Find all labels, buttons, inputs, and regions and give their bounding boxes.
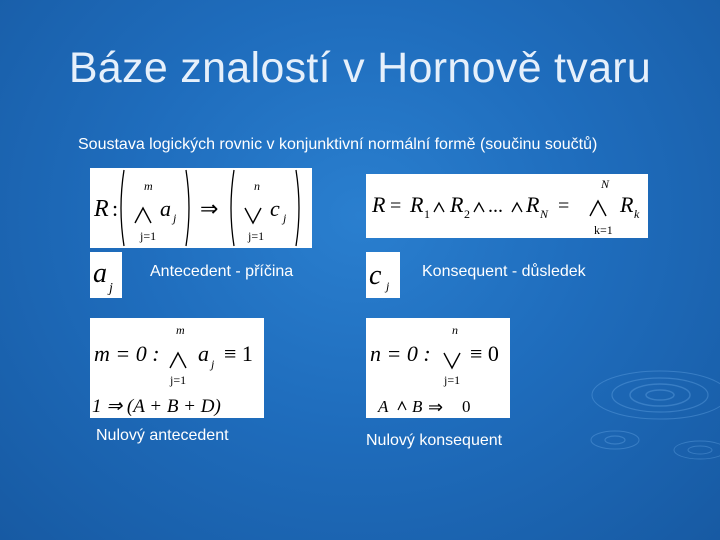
antecedent-label: Antecedent - příčina — [150, 263, 294, 280]
c-letter: c — [369, 260, 382, 291]
null-cons-lhs: n = 0 : — [370, 341, 431, 366]
slide-subtitle: Soustava logických rovnic v konjunktivní normální formě (součinu součtů) — [78, 136, 598, 153]
null-ant-term: a — [198, 341, 209, 366]
null-cons-lower: j=1 — [444, 373, 461, 387]
null-ant-lower: j=1 — [170, 373, 187, 387]
null-cons-B: B — [412, 397, 423, 416]
implication-symbol: ⇒ — [200, 196, 219, 221]
knowledge-base-formula — [366, 174, 648, 238]
base-sub-k: k — [634, 207, 640, 221]
svg-text:=: = — [390, 195, 402, 217]
null-ant-rhs: ≡ 1 — [224, 341, 253, 366]
rule-formula — [90, 168, 312, 248]
base-sub-N: N — [540, 207, 549, 221]
a-letter: a — [93, 258, 107, 289]
base-lower: k=1 — [594, 223, 613, 237]
rule-lower-a: j=1 — [140, 229, 157, 243]
null-ant-upper: m — [176, 323, 185, 337]
rule-lhs: R — [94, 196, 109, 222]
null-ant-lhs: m = 0 : — [94, 341, 160, 366]
base-sub-1: 1 — [424, 207, 430, 221]
consequent-symbol — [366, 252, 400, 298]
a-sub: j — [109, 281, 113, 296]
rule-upper-c: n — [254, 179, 260, 193]
null-cons-upper: n — [452, 323, 458, 337]
base-dots: ... — [488, 195, 503, 217]
null-antecedent-formula — [90, 318, 264, 418]
null-ant-line2: 1 ⇒ (A + B + D) — [92, 396, 221, 417]
rule-upper-a: m — [144, 179, 153, 193]
rule-term-a: a — [160, 196, 171, 221]
base-R: R — [372, 192, 386, 217]
rule-term-c: c — [270, 196, 280, 221]
null-consequent-label: Nulový konsequent — [366, 432, 503, 449]
rule-sub-a: j — [173, 211, 177, 225]
rule-lower-c: j=1 — [248, 229, 265, 243]
null-cons-zero: 0 — [462, 397, 471, 416]
null-cons-rhs: ≡ 0 — [470, 341, 499, 366]
base-R1: R — [410, 192, 424, 217]
null-ant-sub: j — [211, 357, 215, 371]
rule-sub-c: j — [283, 211, 287, 225]
base-sub-2: 2 — [464, 207, 470, 221]
svg-text::: : — [112, 196, 119, 221]
null-consequent-formula — [366, 318, 510, 418]
svg-text:=: = — [558, 195, 570, 217]
antecedent-symbol — [90, 252, 122, 298]
consequent-label: Konsequent - důsledek — [422, 263, 586, 280]
null-cons-A: A — [378, 397, 389, 416]
slide-title: Báze znalostí v Hornově tvaru — [68, 44, 652, 92]
null-cons-implication: ⇒ — [428, 397, 444, 417]
base-Rk: R — [620, 192, 634, 217]
base-R2: R — [450, 192, 464, 217]
null-antecedent-label: Nulový antecedent — [96, 427, 229, 444]
base-RN: R — [526, 192, 540, 217]
base-upper: N — [601, 177, 610, 191]
c-sub: j — [386, 279, 390, 293]
